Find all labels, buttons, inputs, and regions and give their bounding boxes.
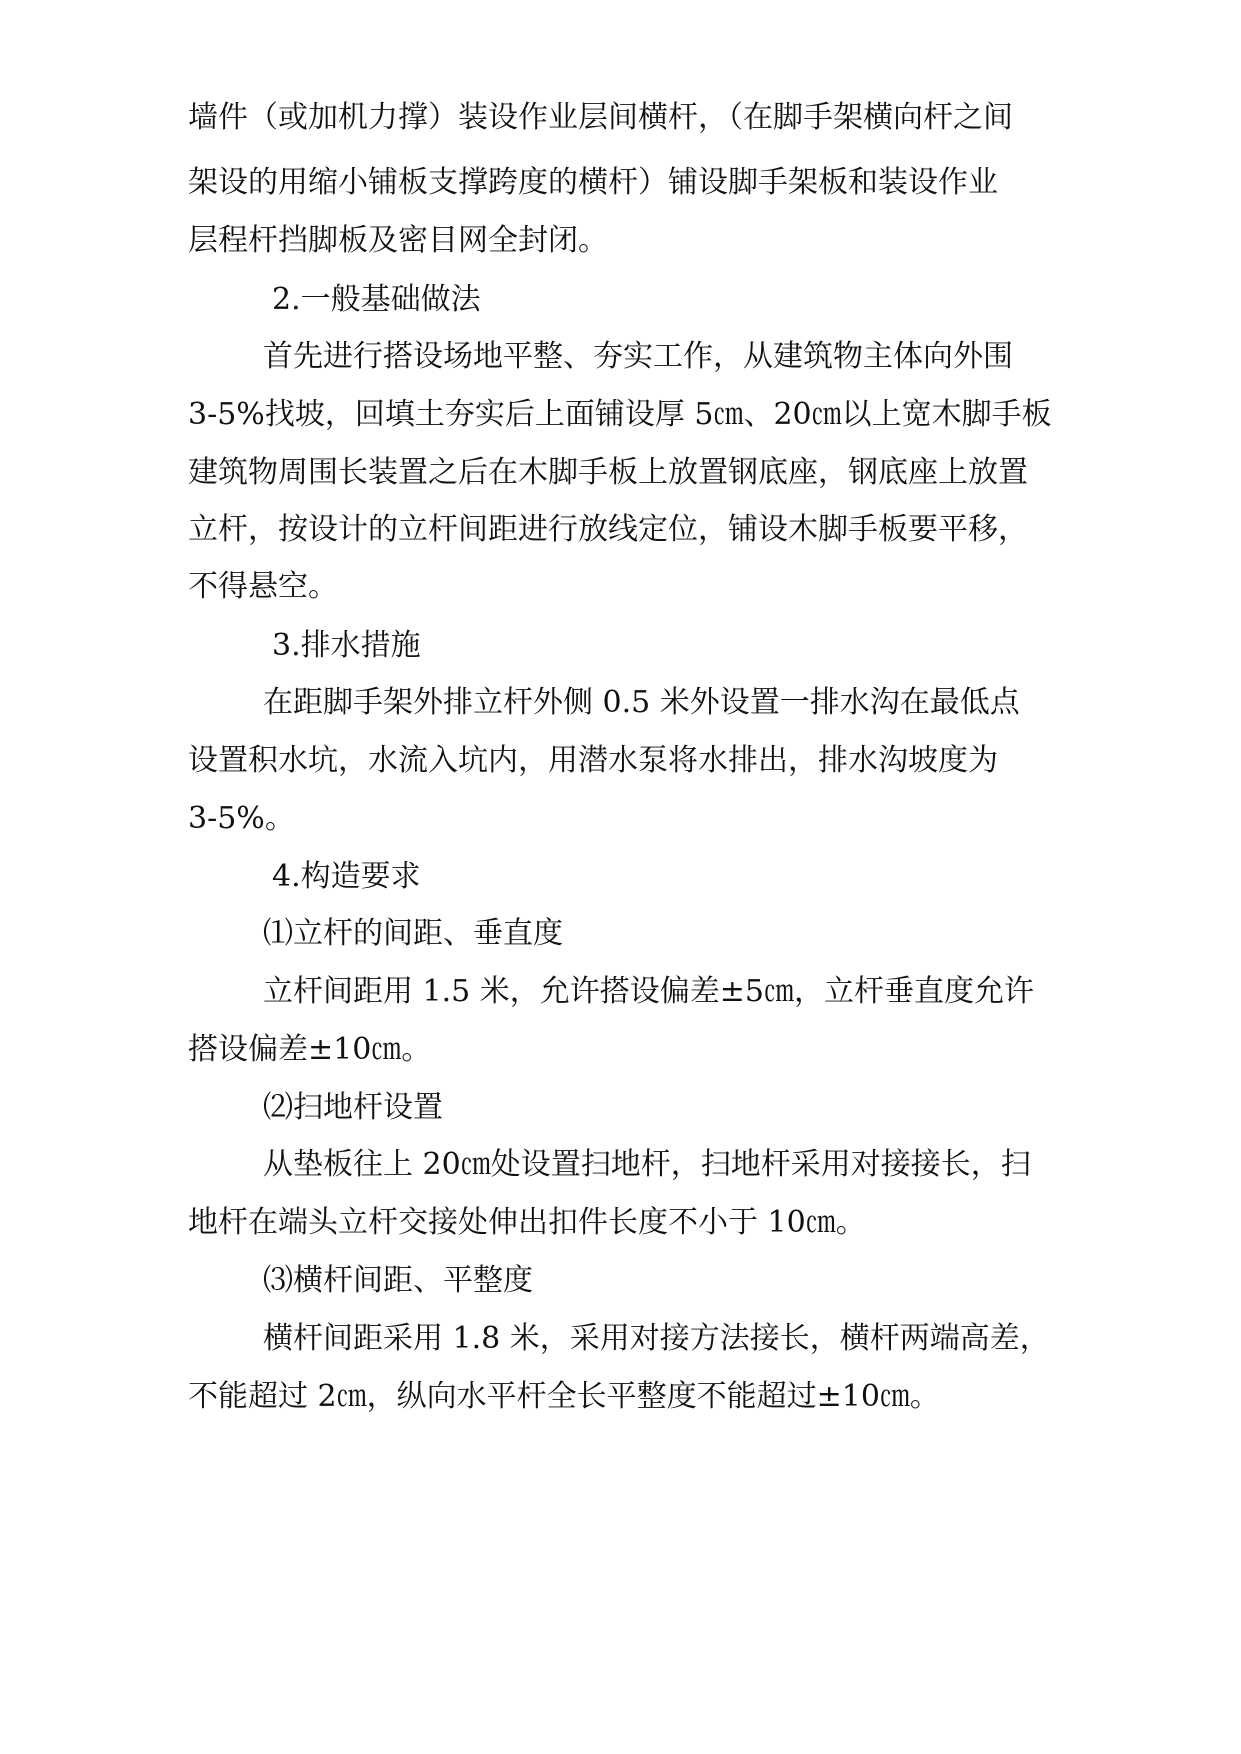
body-text-line: 在距脚手架外排立杆外侧 0.5 米外设置一排水沟在最低点 [263, 685, 1020, 720]
body-text-line: 横杆间距采用 1.8 米，采用对接方法接长，横杆两端高差， [263, 1321, 1050, 1356]
body-text-line: 地杆在端头立杆交接处伸出扣件长度不小于 10㎝。 [188, 1205, 866, 1240]
subsection-heading-sweep-rod: ⑵扫地杆设置 [263, 1090, 443, 1125]
body-text-line: 不得悬空。 [188, 569, 338, 604]
body-text-line: 墙件（或加机力撑）装设作业层间横杆，（在脚手架横向杆之间 [188, 100, 1013, 135]
body-text-line: 3-5%。 [188, 801, 295, 836]
body-text-line: 层程杆挡脚板及密目网全封闭。 [188, 223, 608, 258]
body-text-line: 3-5%找坡，回填土夯实后上面铺设厚 5㎝、20㎝以上宽木脚手板 [188, 397, 1052, 432]
section-heading-drainage: 3.排水措施 [272, 628, 421, 663]
body-text-line: 不能超过 2㎝，纵向水平杆全长平整度不能超过±10㎝。 [188, 1379, 940, 1414]
body-text-line: 立杆间距用 1.5 米，允许搭设偏差±5㎝，立杆垂直度允许 [263, 974, 1035, 1009]
body-text-line: 设置积水坑，水流入坑内，用潜水泵将水排出，排水沟坡度为 [188, 743, 998, 778]
body-text-line: 立杆，按设计的立杆间距进行放线定位，铺设木脚手板要平移， [188, 512, 1028, 547]
subsection-heading-upright: ⑴立杆的间距、垂直度 [263, 916, 563, 951]
body-text-line: 搭设偏差±10㎝。 [188, 1032, 432, 1067]
section-heading-construction: 4.构造要求 [272, 859, 421, 894]
body-text-line: 从垫板往上 20㎝处设置扫地杆，扫地杆采用对接接长，扫 [263, 1147, 1031, 1182]
body-text-line: 架设的用缩小铺板支撑跨度的横杆）铺设脚手架板和装设作业 [188, 165, 998, 200]
section-heading-foundation: 2.一般基础做法 [272, 282, 481, 317]
subsection-heading-crossbar: ⑶横杆间距、平整度 [263, 1263, 533, 1298]
body-text-line: 建筑物周围长装置之后在木脚手板上放置钢底座，钢底座上放置 [188, 455, 1028, 490]
body-text-line: 首先进行搭设场地平整、夯实工作，从建筑物主体向外围 [263, 339, 1013, 374]
